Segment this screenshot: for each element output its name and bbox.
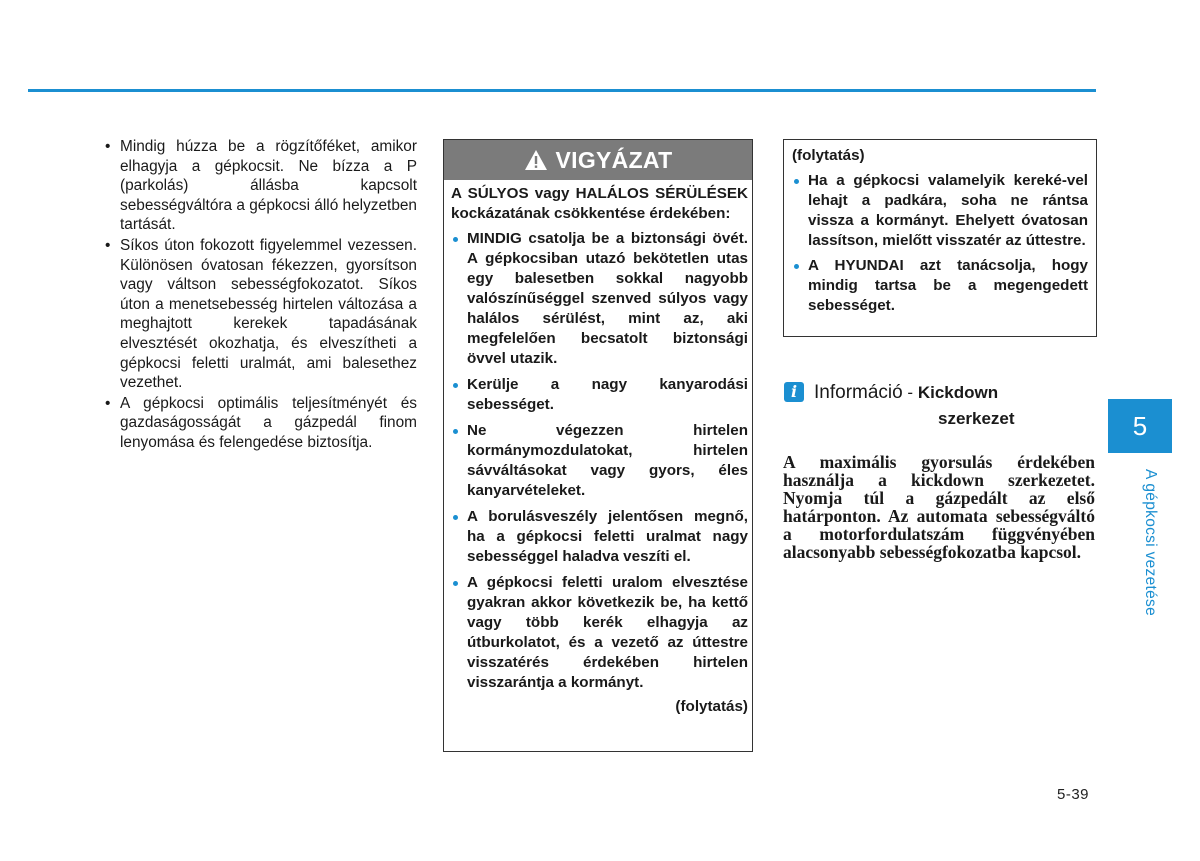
chapter-number-tab: 5 [1108,399,1172,453]
continuation-title: (folytatás) [792,147,865,164]
warning-bullet-4: A borulásveszély jelentősen megnő, ha a gépkocsi feletti uralmat nagy sebességgel haladva veszíti el. [451,507,748,567]
chapter-label: A gépkocsi vezetése [1142,469,1159,617]
info-title: Információ [814,382,903,403]
warning-continued: (folytatás) [675,698,748,715]
left-bullet-list [103,137,417,453]
top-rule [28,89,1096,92]
warning-intro: A SÚLYOS vagy HALÁLOS SÉRÜLÉSEK kockázatának csökkentése érdekében: [451,185,748,222]
warning-body [444,180,752,717]
left-bullet-3: • A gépkocsi optimális teljesítményét és gazdaságosságát a gázpedál finom lenyomása és felengedése biztosítja. [103,394,417,453]
warning-bullet-list [451,229,748,693]
info-subtitle-2: szerkezet [938,409,1015,428]
warning-bullet-2: Kerülje a nagy kanyarodási sebességet. [451,375,748,415]
info-text: A maximális gyorsulás érdekében használja a kickdown szerkezetet. Nyomja túl a gázpedált az első határponton. Az automata sebességváltó a motorfordulatszám függvényében alacsonyabb sebességfokozatba kapcsol. [783,451,1095,562]
warning-box [443,139,753,752]
continuation-bullet-1: Ha a gépkocsi valamelyik kereké-vel lehajt a padkára, soha ne rántsa vissza a kormányt. Ehelyett óvatosan lassítson, mielőtt visszatér az úttestre. [792,171,1088,251]
info-separator: - [902,383,918,402]
page-number: 5-39 [1057,786,1090,803]
warning-title: VIGYÁZAT [555,146,673,173]
continuation-bullet-list [792,171,1088,316]
info-icon: i [784,382,804,402]
left-bullet-1: • Mindig húzza be a rögzítőféket, amikor elhagyja a gépkocsit. Ne bízza a P (parkolás) állásba kapcsolt sebességváltóra a gépkocsi álló helyzetben tartását. [103,137,417,235]
left-bullet-2: • Síkos úton fokozott figyelemmel vezessen. Különösen óvatosan fékezzen, gyorsítson vagy váltson sebességfokozatot. Síkos úton a menetsebesség hirtelen változása a meghajtott kerekek tapadásának elvesztését okozhatja, és elveszítheti a gépkocsi feletti uralmát, ami balesethez vezethet. [103,236,417,393]
warning-bullet-1: MINDIG csatolja be a biztonsági övét. A gépkocsiban utazó bekötetlen utas egy balesetben sokkal nagyobb valószínűséggel szenved súlyos vagy halálos sérülést, mint az, aki megfelelően becsatolt biztonsági övvel utazik. [451,229,748,369]
info-title-line [814,382,998,404]
info-subtitle-1: Kickdown [917,383,999,402]
warning-bullet-3: Ne végezzen hirtelen kormánymozdulatokat, hirtelen sávváltásokat vagy gyors, éles kanyarvételeket. [451,421,748,501]
warning-bullet-5: A gépkocsi feletti uralom elvesztése gyakran akkor következik be, ha kettő vagy több kerék elhagyja az útburkolatot, és a vezető az úttestre visszatérés érdekében hirtelen visszarántja a kormányt. [451,573,748,693]
continuation-box [783,139,1097,337]
warning-triangle-icon [524,149,548,171]
left-column [103,137,417,454]
warning-header [444,140,752,180]
continuation-bullet-2: A HYUNDAI azt tanácsolja, hogy mindig tartsa be a megengedett sebességet. [792,256,1088,316]
